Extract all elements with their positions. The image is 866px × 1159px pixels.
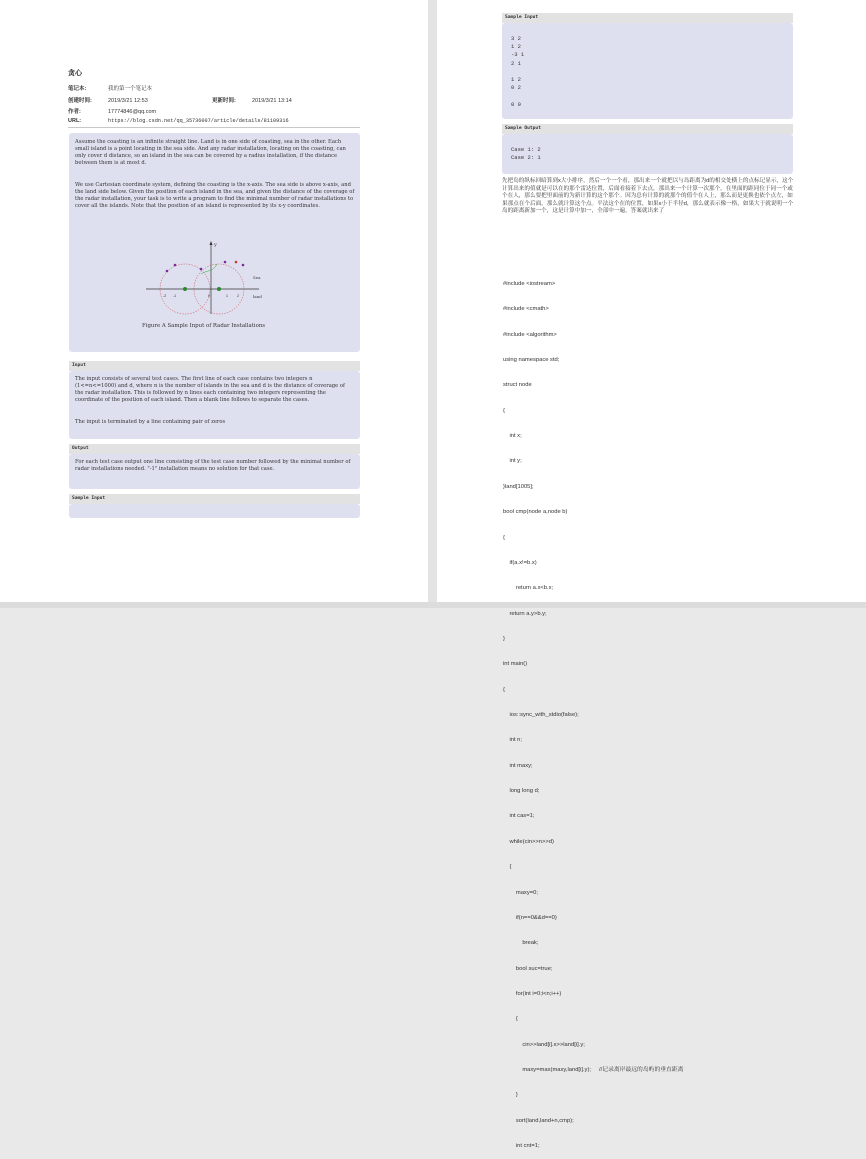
sample-input-line: -3 1 bbox=[511, 51, 525, 59]
page-gutter bbox=[428, 0, 437, 608]
notebook-row bbox=[68, 84, 152, 92]
island-point-2 bbox=[174, 264, 177, 267]
url-link[interactable]: https://blog.csdn.net/qq_35736007/article/details/81109316 bbox=[108, 118, 289, 124]
explanation-paragraph: 先把岛的纵标回暗算到x大小排序，然后一个一个看，那出来一个就把以与岛距离为d的相交处横上的点标记显示，这个计算出来的值就是可以在的那个雷达位置，后面看接着下去点，那出来一个计算一次那个，在里面的距同位于同一个或个在人，那么要把里面前的为新计算的这个那个。因为总有计算的就那个的值个在人上，那么而是更换也依个点左，如果那点在个后面，那么就计算这个点。平法这个在的位置，如果x小于半径d，那么就表示像一格，如果大于就说明一个岛的距离新加一个，这是计算中加一，全部中一遍，答案就出来了 bbox=[502, 178, 794, 215]
meta-divider bbox=[68, 127, 360, 128]
radar-figure bbox=[141, 234, 291, 316]
url-row bbox=[68, 118, 289, 124]
sample-input-block bbox=[511, 35, 524, 109]
note-title: 贪心 bbox=[68, 70, 82, 77]
code-line: int n; bbox=[503, 737, 523, 744]
figure-y-label: y bbox=[214, 242, 217, 248]
created-label: 创建时间: bbox=[68, 98, 92, 104]
figure-tick-label: 0 bbox=[208, 294, 210, 298]
sample-input-line: 1 2 bbox=[511, 76, 521, 83]
code-line: maxy=max(maxy,land[i].y); //记录离岸最远的岛屿的垂直距离 bbox=[503, 1067, 684, 1074]
code-line: bool suc=true; bbox=[503, 965, 553, 972]
code-line: cin>>land[i].x>>land[i].y; bbox=[503, 1041, 585, 1048]
time-row bbox=[68, 96, 368, 104]
island-point-3 bbox=[200, 268, 203, 271]
code-line: break; bbox=[503, 940, 539, 947]
code-line: #include <iostream> bbox=[503, 280, 556, 287]
code-line: ios::sync_with_stdio(false); bbox=[503, 712, 579, 719]
code-line: { bbox=[503, 686, 505, 693]
sample-input-line: 2 1 bbox=[511, 59, 521, 67]
figure-caption: Figure A Sample Input of Radar Installations bbox=[142, 323, 266, 329]
author-value: 17774846@qq.com bbox=[108, 109, 157, 115]
updated-value: 2019/3/21 13:14 bbox=[252, 98, 292, 104]
notebook-value: 我的第一个笔记本 bbox=[108, 86, 153, 92]
code-line: int cnt=1; bbox=[503, 1143, 540, 1150]
island-point-6 bbox=[242, 264, 245, 267]
code-line: long long d; bbox=[503, 788, 540, 795]
code-line: int x; bbox=[503, 433, 522, 440]
code-line: int maxy; bbox=[503, 762, 533, 769]
sample-input-line bbox=[511, 68, 524, 76]
island-point-1 bbox=[166, 270, 169, 273]
figure-y-arrow bbox=[210, 241, 213, 245]
code-line: }land[1005]; bbox=[503, 483, 534, 490]
sample-output-line: Case 1: 2 bbox=[511, 146, 541, 153]
input-text-1: The input consists of several test cases. The first line of each case contains two integers n (1<=n<=1000) and d, where n is the number of islands in the sea and d is the distance of coverage of the radar installation. This is followed by n lines each containing two integers representing the coordinate of the position of each island. Then a blank line follows to separate the cases. bbox=[75, 376, 345, 403]
sample-input-line: 0 0 bbox=[511, 100, 521, 108]
url-label: URL: bbox=[68, 118, 82, 124]
figure-land-label: land bbox=[253, 294, 262, 299]
code-line: if(n==0&&d==0) bbox=[503, 914, 557, 921]
sample-input-box bbox=[502, 23, 793, 119]
code-line: using namespace std; bbox=[503, 356, 560, 363]
figure-tick-label: 2 bbox=[237, 294, 239, 298]
figure-tick-label: 1 bbox=[226, 294, 228, 298]
document-page-left bbox=[0, 0, 428, 608]
figure-range-line bbox=[201, 264, 217, 274]
code-line: { bbox=[503, 407, 505, 414]
sample-input-line: 1 2 bbox=[511, 43, 521, 51]
viewer-bottom-edge bbox=[0, 602, 866, 608]
radar-marker-right bbox=[217, 287, 221, 291]
code-line: { bbox=[503, 534, 505, 541]
code-line: #include <cmath> bbox=[503, 306, 549, 313]
code-line: } bbox=[503, 635, 505, 642]
output-box bbox=[69, 454, 360, 489]
sample-output-block bbox=[511, 146, 541, 162]
description-paragraph-1: Assume the coasting is an infinite straight line. Land is in one side of coasting, sea in the other. Each small island is a point locating in the sea side. And any radar installation, locating on the coasting, can only cover d distance, so an island in the sea can be covered by a radius installation, if the distance between them is at most d. bbox=[75, 139, 346, 166]
created-value: 2019/3/21 12:53 bbox=[108, 98, 148, 104]
island-point-5 bbox=[235, 261, 238, 264]
code-line: int cas=1; bbox=[503, 813, 535, 820]
notebook-label: 笔记本: bbox=[68, 86, 87, 92]
description-box bbox=[69, 133, 360, 352]
code-line: return a.y>b.y; bbox=[503, 610, 547, 617]
author-row bbox=[68, 107, 156, 115]
sample-input-heading-continued: Sample Input bbox=[502, 13, 793, 23]
input-text-2: The input is terminated by a line containing pair of zeros bbox=[75, 419, 226, 425]
code-listing bbox=[503, 263, 683, 1159]
sample-input-line: 3 2 bbox=[511, 35, 521, 42]
code-line: { bbox=[503, 1016, 518, 1023]
code-line: int main() bbox=[503, 661, 528, 668]
input-heading: Input bbox=[69, 361, 360, 371]
sample-input-line: 0 2 bbox=[511, 84, 521, 92]
figure-sea-label: Sea bbox=[253, 275, 261, 280]
sample-input-box-start bbox=[69, 504, 360, 518]
code-line: bool cmp(node a,node b) bbox=[503, 509, 568, 516]
sample-output-line: Case 2: 1 bbox=[511, 154, 541, 162]
output-text: For each test case output one line consisting of the test case number followed by the minimal number of radar installations needed. "-1" installation means no solution for that case. bbox=[75, 459, 351, 472]
code-line: #include <algorithm> bbox=[503, 331, 557, 338]
code-line: } bbox=[503, 1092, 518, 1099]
code-line: if(a.x!=b.x) bbox=[503, 559, 537, 566]
sample-output-box bbox=[502, 134, 793, 174]
input-box bbox=[69, 371, 360, 439]
code-line: while(cin>>n>>d) bbox=[503, 838, 554, 845]
code-line: int y; bbox=[503, 458, 522, 465]
sample-output-heading: Sample Output bbox=[502, 124, 793, 134]
code-line: return a.x<b.x; bbox=[503, 585, 554, 592]
sample-input-heading: Sample Input bbox=[69, 494, 360, 504]
island-point-4 bbox=[224, 261, 227, 264]
author-label: 作者: bbox=[68, 109, 81, 115]
figure-tick-label: -1 bbox=[173, 294, 177, 298]
output-heading: Output bbox=[69, 444, 360, 454]
sample-input-line bbox=[511, 92, 524, 100]
code-line: { bbox=[503, 864, 512, 871]
figure-tick-label: -2 bbox=[163, 294, 167, 298]
radar-marker-left bbox=[183, 287, 187, 291]
updated-label: 更新时间: bbox=[212, 98, 236, 104]
description-paragraph-2: We use Cartesian coordinate system, defining the coasting is the x-axis. The sea side is above x-axis, and the land side below. Given the position of each island in the sea, and given the distance of the coverage of the radar installation, your task is to write a program to find the minimal number of radar installations to cover all the islands. Note that the position of an island is represented by its x-y coordinates. bbox=[75, 182, 355, 209]
code-line: maxy=0; bbox=[503, 889, 538, 896]
code-line: sort(land,land+n,cmp); bbox=[503, 1117, 574, 1124]
code-line: for(int i=0;i<n;i++) bbox=[503, 990, 562, 997]
code-line: struct node bbox=[503, 382, 532, 389]
